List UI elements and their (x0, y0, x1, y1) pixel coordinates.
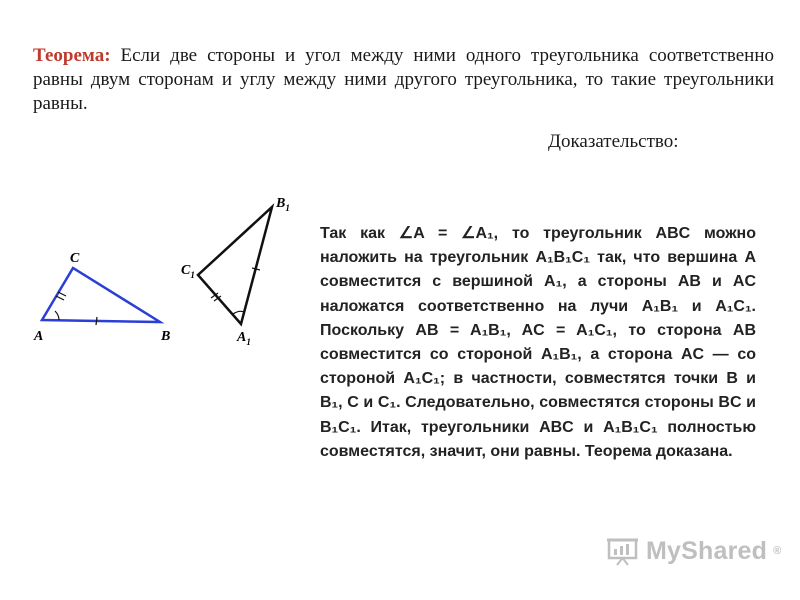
triangles-figure (0, 185, 300, 355)
angle-arc-a (55, 311, 59, 320)
label-c: C (70, 251, 80, 266)
proof-text: Так как ∠A = ∠A₁, то треугольник ABC можно наложить на треугольник A₁B₁C₁ так, что вершина A совместится с вершиной A₁, а стороны AB и AC наложатся соответственно на лучи A₁B₁ и A₁C₁. Поскольку AB = A₁B₁, AC = A₁C₁, то сторона AB совместится со стороной A₁B₁, а сторона AC — со стороной A₁C₁; в частности, совместятся точки B и B₁, C и C₁. Следовательно, совместятся стороны BC и B₁C₁. Итак, треугольники ABC и A₁B₁C₁ полностью совместятся, значит, они равны. Теорема доказана. (320, 225, 756, 460)
proof-heading: Доказательство: (548, 131, 679, 152)
label-b: B (161, 329, 171, 344)
watermark-text: MyShared (646, 536, 768, 565)
triangle-abc (42, 268, 160, 322)
label-c1: $C_1$ (181, 263, 195, 280)
myshared-watermark (606, 536, 781, 566)
tick-ab (96, 317, 97, 325)
theorem-label: Теорема: (33, 45, 111, 66)
presentation-board-icon (606, 536, 640, 566)
label-a: A (34, 329, 44, 344)
theorem-text: Если две стороны и угол между ними одного треугольника соответственно равны двум сторонам и углу между ними другого треугольника, то такие треугольники равны. (33, 45, 774, 114)
theorem-statement (33, 44, 774, 116)
tick-ac-1 (58, 292, 66, 296)
triangle-a1b1c1 (198, 207, 272, 324)
label-b1: $B_1$ (276, 196, 290, 213)
angle-arc-a1 (233, 311, 244, 314)
watermark-registered: ® (773, 545, 782, 557)
tick-ac-2 (56, 296, 64, 300)
label-a1: $A_1$ (237, 330, 251, 347)
